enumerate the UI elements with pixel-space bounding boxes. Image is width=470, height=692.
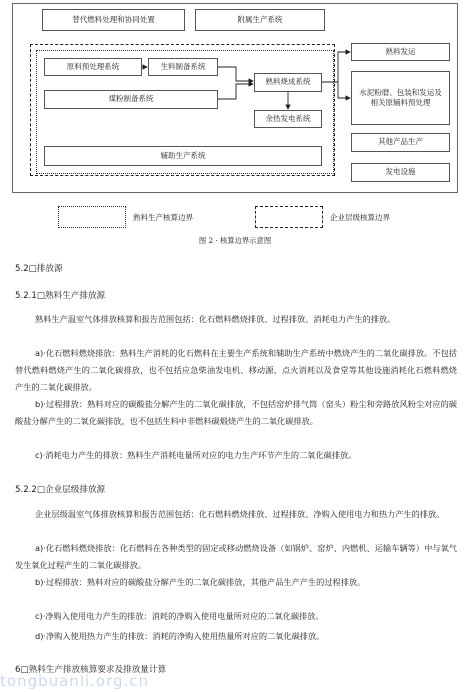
box-power-facility: 发电设施 xyxy=(351,163,450,182)
figure-arrows xyxy=(0,0,470,200)
box-raw-meal: 生料制备系统 xyxy=(148,58,218,76)
legend-enterprise-label: 企业层级核算边界 xyxy=(330,213,390,222)
box-coal-prep: 煤粉制备系统 xyxy=(44,90,218,109)
box-cement-grind: 水泥粉磨、包装和发运及相关原辅料预处理 xyxy=(351,71,450,125)
arrow-coal-to-burn xyxy=(218,84,253,99)
section-5-2-2: 5.2.2□企业层级排放源 xyxy=(15,485,106,495)
box-waste-heat: 余热发电系统 xyxy=(254,110,322,128)
legend-clinker-label: 熟料生产核算边界 xyxy=(133,213,193,222)
box-clinker-ship: 熟料发运 xyxy=(351,43,450,61)
section-5-2: 5.2□排放源 xyxy=(15,264,63,274)
arrow-burn-to-grind xyxy=(322,82,350,98)
section-5-2-1: 5.2.1□熟料生产排放源 xyxy=(15,291,106,301)
box-aux-production: 附属生产系统 xyxy=(195,9,325,31)
paragraph-process-emission: b)·过程排放：熟料对应的碳酸盐分解产生的二氧化碳排放，不包括窑炉排气筒（窑头）粉尘和旁路放风粉尘对应的碳酸盐分解产生的二氧化碳排放，也不包括生料中非燃料碳煅烧产生的二氧化碳排放。 xyxy=(15,399,457,426)
legend-enterprise-swatch xyxy=(255,206,323,228)
paragraph-electricity-emission: c)·消耗电力产生的排放：熟料生产消耗电量所对应的电力生产环节产生的二氧化碳排放。 xyxy=(35,450,357,460)
paragraph-intro-clinker: 熟料生产温室气体排放核算和报告范围包括：化石燃料燃烧排放、过程排放、消耗电力产生的排放。 xyxy=(35,314,396,324)
box-raw-prep: 原料预处理系统 xyxy=(44,58,142,76)
watermark: tongbuanli.org.cn xyxy=(0,672,150,690)
box-aux-systems: 辅助生产系统 xyxy=(44,146,322,166)
section-6: 6□熟料生产排放核算要求及排放量计算 xyxy=(15,665,167,675)
paragraph-fuel-combustion: a)·化石燃料燃烧排放：熟料生产消耗的化石燃料在主要生产系统和辅助生产系统中燃烧产生的二氧化碳排放。不包括替代燃料燃烧产生的二氧化碳排放，也不包括应急柴油发电机、移动源、点火消耗以及食堂等其他设施消耗化石燃料燃烧产生的二氧化碳排放。 xyxy=(15,348,457,392)
box-other-products: 其他产品生产 xyxy=(351,133,450,152)
arrow-burn-to-ship xyxy=(322,52,350,82)
paragraph-ent-electricity: c)·净购入使用电力产生的排放：消耗的净购入使用电量所对应的二氧化碳排放。 xyxy=(35,611,324,621)
paragraph-ent-process: b)·过程排放：熟料对应的碳酸盐分解产生的二氧化碳排放，其他产品生产产生的过程排放。 xyxy=(35,577,366,587)
paragraph-ent-heat: d)·净购入使用热力产生的排放：消耗的净购入使用热量所对应的二氧化碳排放。 xyxy=(35,631,325,641)
figure-caption: 图 2 · 核算边界示意图 xyxy=(198,236,272,245)
box-clinker-burn: 熟料烧成系统 xyxy=(254,73,322,92)
paragraph-ent-fuel: a)·化石燃料燃烧排放：化石燃料在各种类型的固定或移动燃烧设备（如锅炉、窑炉、内燃机、运输车辆等）中与氧气发生氧化过程产生的二氧化碳排放。 xyxy=(15,543,457,570)
paragraph-intro-enterprise: 企业层级温室气体排放核算和报告范围包括：化石燃料燃烧排放、过程排放、净购入使用电力和热力产生的排放。 xyxy=(35,509,445,519)
arrow-meal-to-burn xyxy=(218,67,253,81)
legend-clinker-swatch xyxy=(58,206,126,228)
box-alt-fuel: 替代燃料处理和协同处置 xyxy=(42,9,185,31)
